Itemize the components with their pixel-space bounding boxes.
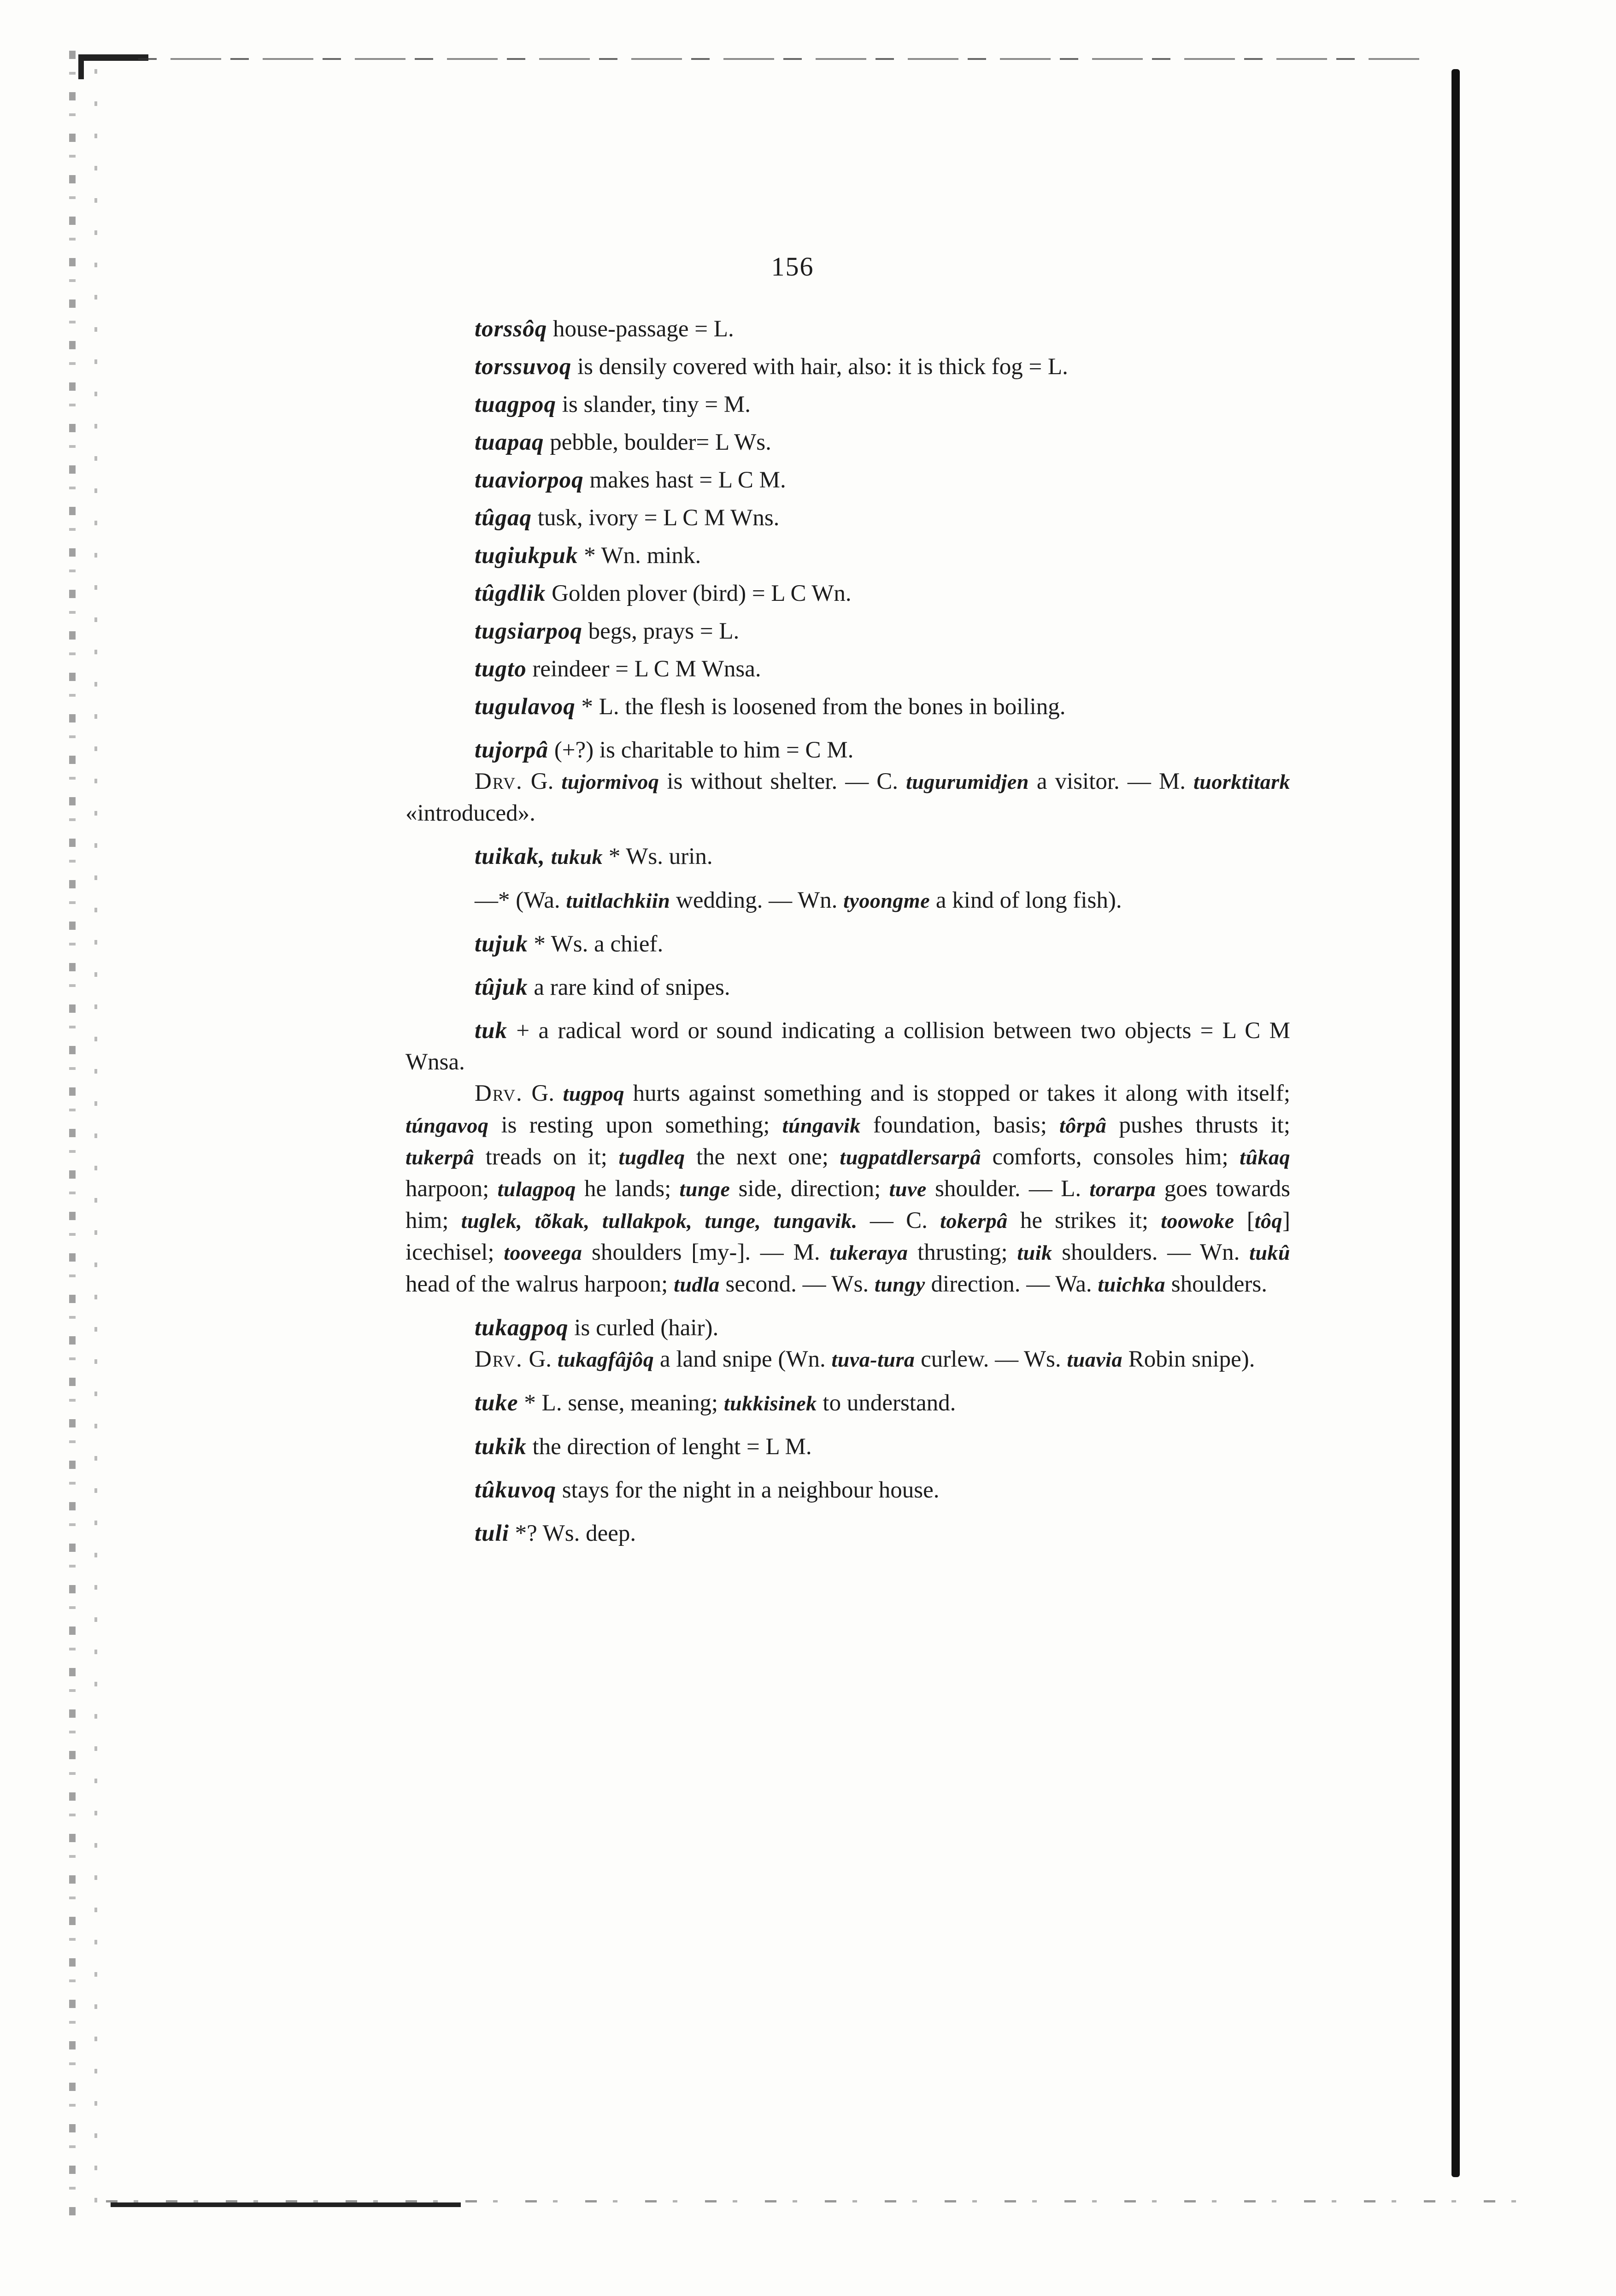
dialect-word: tuorktitark bbox=[1193, 770, 1290, 793]
definition: pebble, boulder= L Ws. bbox=[544, 429, 771, 455]
page-number: 156 bbox=[771, 252, 814, 282]
drv-text: goes towards him; bbox=[405, 1176, 1290, 1233]
entry bbox=[405, 313, 1290, 345]
derived-word: tungy bbox=[874, 1273, 925, 1296]
greenlandic-word: tukagfâjôq bbox=[557, 1348, 654, 1371]
definition: * L. the flesh is loosened from the bones in boiling. bbox=[575, 694, 1066, 720]
definition: to understand. bbox=[817, 1390, 956, 1416]
derived-word: túngavoq bbox=[405, 1114, 489, 1137]
derived-word: tôrpâ bbox=[1059, 1114, 1107, 1137]
entry bbox=[405, 427, 1290, 458]
headword: tugsiarpoq bbox=[475, 618, 582, 644]
headword: tûgdlik bbox=[475, 581, 546, 606]
headword: tujuk bbox=[475, 931, 528, 957]
entry bbox=[405, 351, 1290, 382]
drv-text: head of the walrus harpoon; bbox=[405, 1271, 674, 1297]
drv-text: he lands; bbox=[576, 1176, 680, 1202]
definition: is slander, tiny = M. bbox=[556, 392, 751, 417]
derived-word: tulagpoq bbox=[497, 1177, 576, 1201]
definition: stays for the night in a neighbour house. bbox=[556, 1477, 940, 1503]
variant-word: tukuk bbox=[551, 845, 603, 869]
derived-word: tûkaq bbox=[1240, 1145, 1291, 1169]
dialect-word: tuitlachkiin bbox=[566, 889, 670, 912]
drv-label: Drv. bbox=[475, 1346, 523, 1372]
headword: tûgaq bbox=[475, 505, 532, 531]
drv-text: side, direction; bbox=[730, 1176, 889, 1202]
derived-word: tudla bbox=[674, 1273, 720, 1296]
definition: * Ws. a chief. bbox=[528, 931, 664, 957]
derived-word: tunge, bbox=[705, 1209, 761, 1233]
entry bbox=[405, 464, 1290, 496]
drv-text: direction. — Wa. bbox=[925, 1271, 1098, 1297]
drv-label: Drv. bbox=[475, 1080, 523, 1106]
entry bbox=[405, 616, 1290, 647]
drv-text: foundation, basis; bbox=[860, 1112, 1060, 1138]
entry bbox=[405, 1474, 1290, 1506]
entry bbox=[405, 502, 1290, 534]
definition: is densily covered with hair, also: it is thick fog = L. bbox=[571, 354, 1068, 380]
entry bbox=[405, 928, 1290, 960]
derived-word: tungavik. bbox=[773, 1209, 858, 1233]
dictionary-text bbox=[405, 313, 1290, 1561]
drv-text: the next one; bbox=[685, 1144, 840, 1170]
derived-word: tukerpâ bbox=[405, 1145, 475, 1169]
drv-text: second. — Ws. bbox=[719, 1271, 875, 1297]
definition: Golden plover (bird) = L C Wn. bbox=[546, 581, 852, 606]
dialect-word: tugurumidjen bbox=[906, 770, 1029, 793]
drv-label: Drv. bbox=[475, 769, 523, 794]
definition: * Ws. urin. bbox=[603, 844, 713, 869]
derived-word: torarpa bbox=[1089, 1177, 1156, 1201]
derived-word: tugpatdlersarpâ bbox=[840, 1145, 981, 1169]
drv-text: G. bbox=[523, 1346, 558, 1372]
definition: * L. sense, meaning; bbox=[518, 1390, 724, 1416]
headword: tukik bbox=[475, 1434, 527, 1460]
dialect-word: tuavia bbox=[1067, 1348, 1122, 1371]
dialect-word: tukkisinek bbox=[723, 1392, 817, 1415]
drv-text bbox=[522, 1208, 535, 1233]
definition: reindeer = L C M Wnsa. bbox=[526, 656, 761, 682]
derivation-block bbox=[405, 1078, 1290, 1300]
definition: the direction of lenght = L M. bbox=[526, 1434, 812, 1460]
drv-text: shoulders. bbox=[1165, 1271, 1267, 1297]
derived-word: túngavik bbox=[782, 1114, 861, 1137]
definition: begs, prays = L. bbox=[582, 618, 740, 644]
headword: tugulavoq bbox=[475, 694, 576, 720]
drv-text: ] icechisel; bbox=[405, 1208, 1291, 1265]
drv-text: shoulders [my-]. — M. bbox=[582, 1239, 830, 1265]
definition: (+?) is charitable to him = C M. bbox=[548, 737, 854, 763]
drv-text: harpoon; bbox=[405, 1176, 498, 1202]
derived-word: tullakpok, bbox=[602, 1209, 693, 1233]
headword: torssuvoq bbox=[475, 354, 572, 380]
headword: tuikak, bbox=[475, 844, 545, 869]
definition: makes hast = L C M. bbox=[583, 467, 786, 493]
drv-text: is without shelter. — C. bbox=[659, 769, 906, 794]
derived-word: tuve bbox=[889, 1177, 927, 1201]
entry bbox=[405, 841, 1290, 873]
headword: tûjuk bbox=[475, 975, 528, 1000]
drv-text: a kind of long fish). bbox=[930, 887, 1122, 913]
drv-text bbox=[692, 1208, 705, 1233]
derived-word: tuichka bbox=[1098, 1273, 1165, 1296]
headword: tûkuvoq bbox=[475, 1477, 557, 1503]
derived-word: tugdleq bbox=[618, 1145, 685, 1169]
drv-text: [ bbox=[1234, 1208, 1255, 1233]
entry bbox=[405, 972, 1290, 1003]
entry bbox=[405, 885, 1290, 916]
definition: tusk, ivory = L C M Wns. bbox=[532, 505, 780, 531]
headword: tujorpâ bbox=[475, 737, 549, 763]
entry bbox=[405, 734, 1290, 766]
derivation-block bbox=[405, 1344, 1290, 1375]
definition: a rare kind of snipes. bbox=[528, 975, 730, 1000]
drv-text: shoulder. — L. bbox=[926, 1176, 1090, 1202]
dialect-word: tyoongme bbox=[843, 889, 930, 912]
entry bbox=[405, 1312, 1290, 1344]
scan-edge-left-inner bbox=[94, 69, 97, 2212]
entry bbox=[405, 1015, 1290, 1078]
drv-text: hurts against something and is stopped or takes it along with itself; bbox=[624, 1080, 1290, 1106]
derivation-block bbox=[405, 766, 1290, 829]
derived-word: tôq bbox=[1254, 1209, 1283, 1233]
drv-text: pushes thrusts it; bbox=[1106, 1112, 1290, 1138]
headword: tuk bbox=[475, 1018, 508, 1044]
drv-text: Robin snipe). bbox=[1122, 1346, 1255, 1372]
headword: torssôq bbox=[475, 316, 547, 342]
drv-text: — C. bbox=[857, 1208, 940, 1233]
entry bbox=[405, 1387, 1290, 1419]
headword: tugto bbox=[475, 656, 527, 682]
entry bbox=[405, 691, 1290, 722]
drv-text: curlew. — Ws. bbox=[915, 1346, 1067, 1372]
scan-edge-right bbox=[1451, 69, 1460, 2177]
derived-word: tooveega bbox=[504, 1241, 582, 1264]
entry bbox=[405, 653, 1290, 685]
drv-text bbox=[761, 1208, 773, 1233]
derived-word: tuik bbox=[1017, 1241, 1052, 1264]
definition: is curled (hair). bbox=[568, 1315, 719, 1341]
drv-text: G. bbox=[523, 1080, 563, 1106]
drv-text: G. bbox=[523, 769, 562, 794]
derived-word: tokerpâ bbox=[940, 1209, 1008, 1233]
derived-word: tõkak, bbox=[535, 1209, 590, 1233]
entry bbox=[405, 1431, 1290, 1462]
definition: * Wn. mink. bbox=[578, 543, 701, 569]
definition: + a radical word or sound indicating a collision between two objects = L C M Wnsa. bbox=[405, 1018, 1290, 1075]
greenlandic-word: tujormivoq bbox=[561, 770, 659, 793]
definition: house-passage = L. bbox=[547, 316, 734, 342]
headword: tuapaq bbox=[475, 429, 544, 455]
definition: *? Ws. deep. bbox=[509, 1521, 636, 1546]
drv-text: he strikes it; bbox=[1007, 1208, 1161, 1233]
headword: tuke bbox=[475, 1390, 518, 1416]
entry bbox=[405, 1518, 1290, 1549]
drv-text: treads on it; bbox=[474, 1144, 619, 1170]
drv-text: wedding. — Wn. bbox=[670, 887, 844, 913]
headword: tuaviorpoq bbox=[475, 467, 584, 493]
drv-text: —* (Wa. bbox=[475, 887, 566, 913]
scan-corner-bottom-left bbox=[111, 2193, 461, 2207]
entry bbox=[405, 540, 1290, 571]
scan-edge-left bbox=[69, 51, 76, 2216]
derived-word: tukeraya bbox=[829, 1241, 908, 1264]
drv-text bbox=[590, 1208, 602, 1233]
entry bbox=[405, 389, 1290, 420]
dialect-word: tuva-tura bbox=[831, 1348, 915, 1371]
drv-text: comforts, consoles him; bbox=[981, 1144, 1240, 1170]
drv-text: a visitor. — M. bbox=[1028, 769, 1193, 794]
drv-text: thrusting; bbox=[908, 1239, 1017, 1265]
headword: tuagpoq bbox=[475, 392, 557, 417]
derived-word: tunge bbox=[679, 1177, 730, 1201]
headword: tugiukpuk bbox=[475, 543, 578, 569]
entry bbox=[405, 578, 1290, 609]
derived-word: tugpoq bbox=[563, 1082, 625, 1105]
drv-text: is resting upon something; bbox=[488, 1112, 782, 1138]
headword: tukagpoq bbox=[475, 1315, 569, 1341]
derived-word: toowoke bbox=[1161, 1209, 1234, 1233]
drv-text: a land snipe (Wn. bbox=[654, 1346, 832, 1372]
headword: tuli bbox=[475, 1521, 509, 1546]
derived-word: tuglek, bbox=[461, 1209, 523, 1233]
drv-text: shoulders. — Wn. bbox=[1052, 1239, 1250, 1265]
drv-text: «introduced». bbox=[405, 800, 535, 826]
scan-edge-top bbox=[138, 58, 1428, 60]
derived-word: tukû bbox=[1249, 1241, 1291, 1264]
